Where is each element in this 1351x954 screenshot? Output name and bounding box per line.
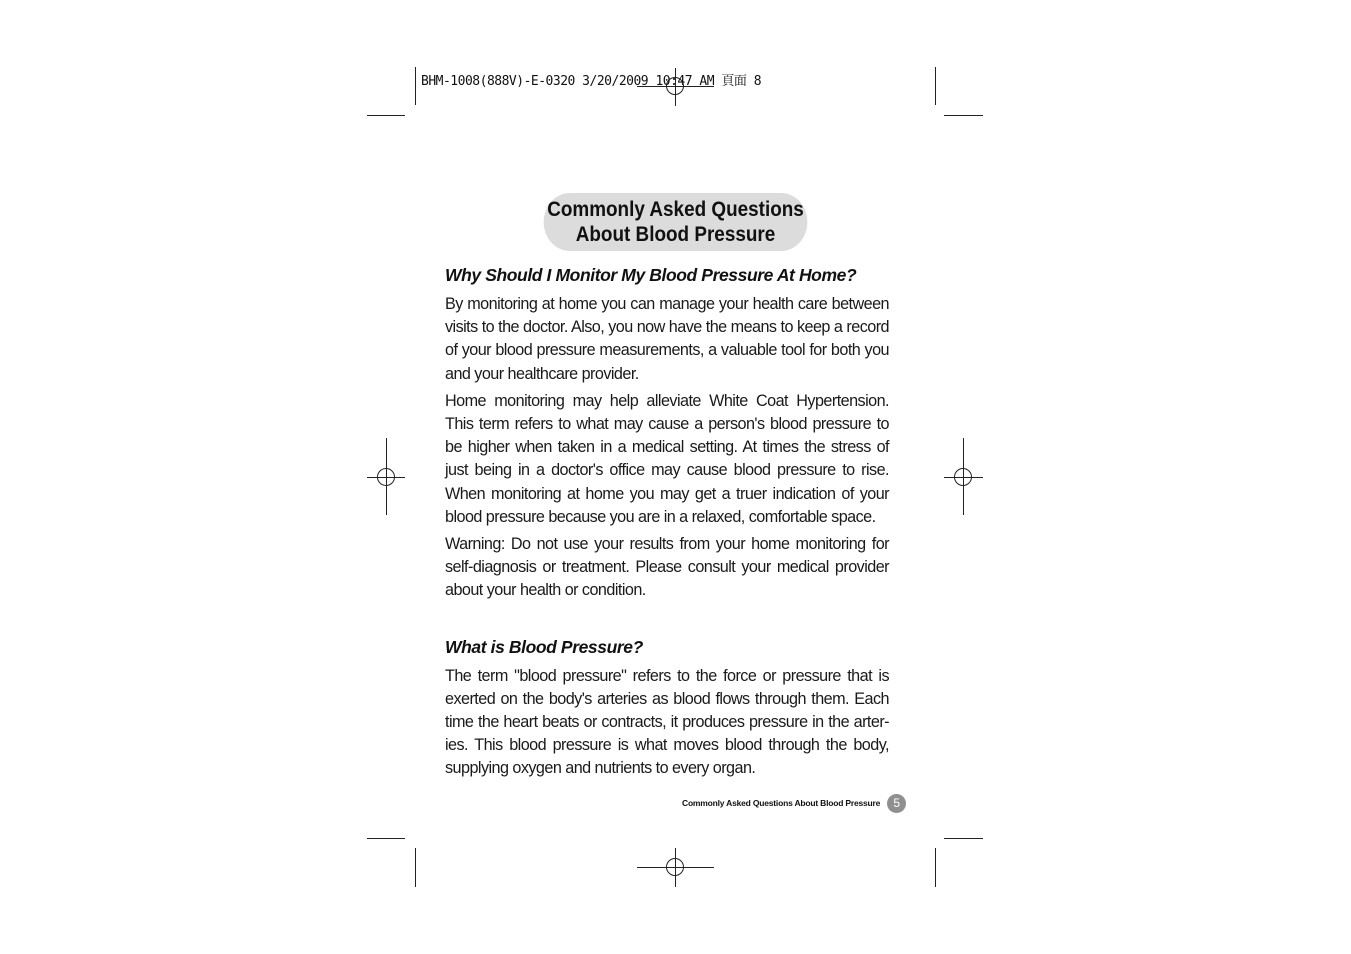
crop-mark — [367, 838, 405, 839]
section-heading: Why Should I Monitor My Blood Pressure At Home? — [445, 265, 857, 285]
registration-circle — [666, 858, 684, 876]
crop-mark — [367, 115, 405, 116]
crop-mark — [415, 848, 416, 887]
paragraph: Home monitoring may help alleviate White Coat Hypertension. This term refers to what may cause a person's blood pressure to be higher when taken in a medical setting. At times the stress of just being in a doctor's office may cause blood pressure to rise. When monitoring at home you may get a truer indication of your blood pressure because you are in a relaxed, comfortable space. — [445, 391, 889, 526]
registration-circle — [954, 468, 972, 486]
registration-circle — [377, 468, 395, 486]
page-number-badge: 5 — [887, 794, 906, 813]
section-heading: What is Blood Pressure? — [445, 636, 643, 657]
paragraph: By monitoring at home you can manage your health care between visits to the doctor. Also, you now have the means to keep a record of your blood pressure measurements, a valuable tool for both you and your healthcare provider. — [445, 295, 889, 383]
warning-paragraph: Warning: Do not use your results from your home monitoring for self-diagnosis or treatment. Please consult your medical provider about your health or condition. — [445, 535, 889, 600]
section-monitor-at-home — [445, 264, 889, 603]
section-spacer — [445, 607, 889, 636]
paragraph: The term "blood pressure" refers to the force or pressure that is exerted on the body's arteries as blood flows through them. Each time the heart beats or contracts, it produces pressure in the arter-ies. This blood pressure is what moves blood through the body, supplying oxygen and nutrients to every organ. — [445, 666, 889, 778]
page-title-line-1: Commonly Asked Questions — [547, 198, 804, 221]
page-title-line-2: About Blood Pressure — [575, 223, 776, 246]
document-body — [445, 264, 889, 785]
page-footer — [682, 793, 906, 813]
crop-mark — [935, 848, 936, 887]
crop-mark — [935, 67, 936, 105]
footer-title: Commonly Asked Questions About Blood Pressure — [682, 798, 881, 808]
section-what-is-blood-pressure — [445, 636, 889, 781]
crop-mark — [415, 67, 416, 105]
crop-mark — [944, 115, 983, 116]
print-slug: BHM-1008(888V)-E-0320 3/20/2009 10:47 AM 頁面 8 — [421, 74, 762, 89]
page-title — [544, 193, 808, 251]
crop-mark — [944, 838, 983, 839]
